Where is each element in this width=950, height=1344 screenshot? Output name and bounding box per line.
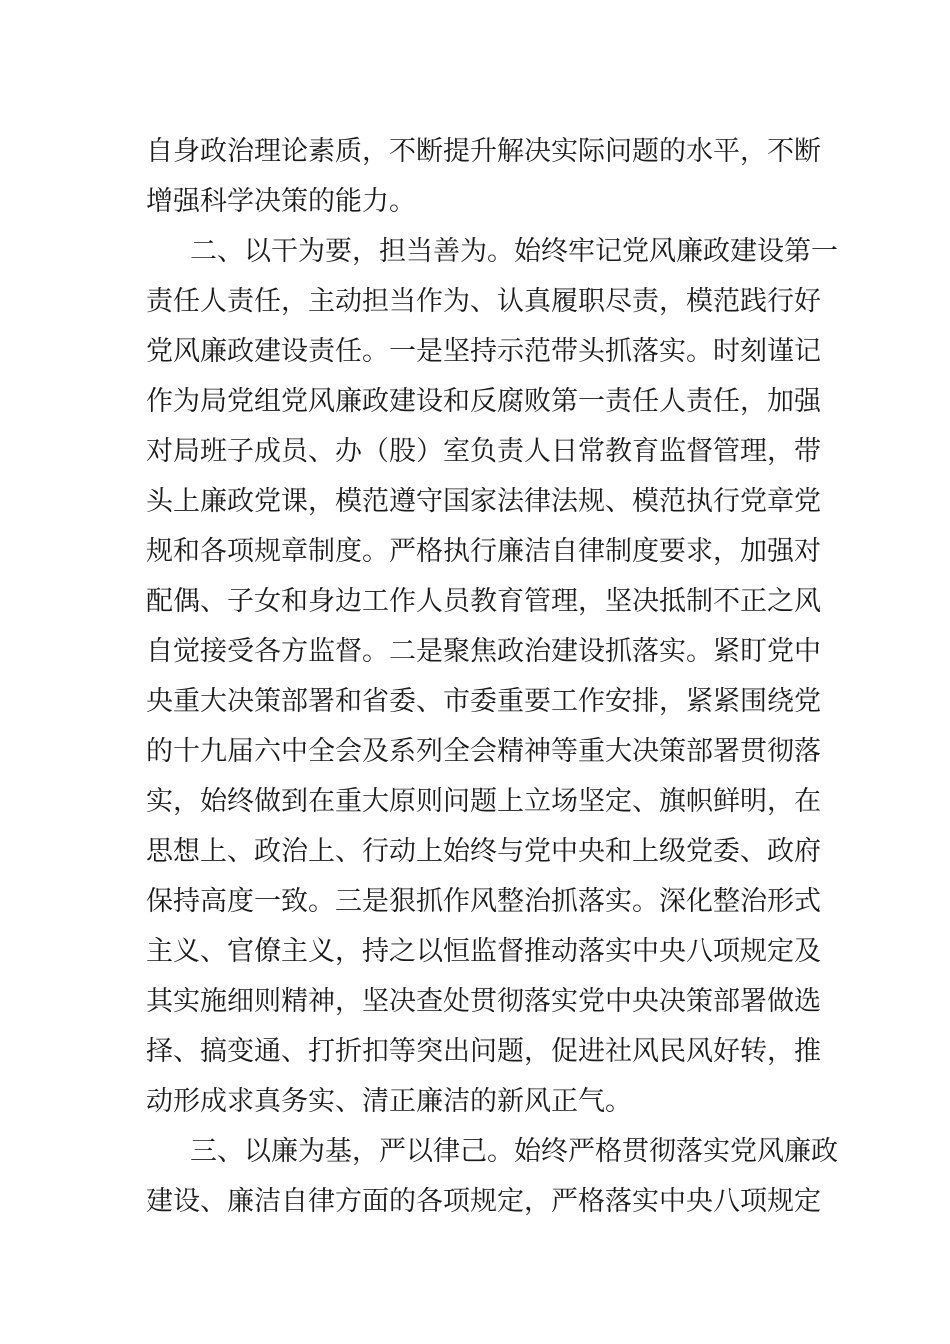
paragraph-heading-line: 三、以廉为基，严以律己。始终严格贯彻落实党风廉政 (190, 1136, 838, 1167)
text-line: 自身政治理论素质，不断提升解决实际问题的水平，不断 (146, 136, 821, 167)
text-line: 对局班子成员、办（股）室负责人日常教育监督管理，带 (146, 436, 821, 467)
text-line: 择、搞变通、打折扣等突出问题，促进社风民风好转，推 (146, 1036, 821, 1067)
text-line: 动形成求真务实、清正廉洁的新风正气。 (146, 1086, 632, 1117)
text-line: 保持高度一致。三是狠抓作风整治抓落实。深化整治形式 (146, 886, 821, 917)
text-line: 主义、官僚主义，持之以恒监督推动落实中央八项规定及 (146, 936, 821, 967)
text-line: 央重大决策部署和省委、市委重要工作安排，紧紧围绕党 (146, 686, 821, 717)
text-line: 实，始终做到在重大原则问题上立场坚定、旗帜鲜明，在 (146, 786, 821, 817)
text-line: 头上廉政党课，模范遵守国家法律法规、模范执行党章党 (146, 486, 821, 517)
text-line: 自觉接受各方监督。二是聚焦政治建设抓落实。紧盯党中 (146, 636, 821, 667)
text-line: 的十九届六中全会及系列全会精神等重大决策部署贯彻落 (146, 736, 821, 767)
text-line: 规和各项规章制度。严格执行廉洁自律制度要求，加强对 (146, 536, 821, 567)
text-line: 党风廉政建设责任。一是坚持示范带头抓落实。时刻谨记 (146, 336, 821, 367)
text-line: 增强科学决策的能力。 (146, 186, 416, 217)
paragraph-heading-line: 二、以干为要，担当善为。始终牢记党风廉政建设第一 (190, 236, 838, 267)
text-line: 建设、廉洁自律方面的各项规定，严格落实中央八项规定 (146, 1186, 821, 1217)
text-line: 责任人责任，主动担当作为、认真履职尽责，模范践行好 (146, 286, 821, 317)
text-line: 配偶、子女和身边工作人员教育管理，坚决抵制不正之风 (146, 586, 821, 617)
text-line: 作为局党组党风廉政建设和反腐败第一责任人责任，加强 (146, 386, 821, 417)
text-line: 思想上、政治上、行动上始终与党中央和上级党委、政府 (146, 836, 821, 867)
text-line: 其实施细则精神，坚决查处贯彻落实党中央决策部署做选 (146, 986, 821, 1017)
